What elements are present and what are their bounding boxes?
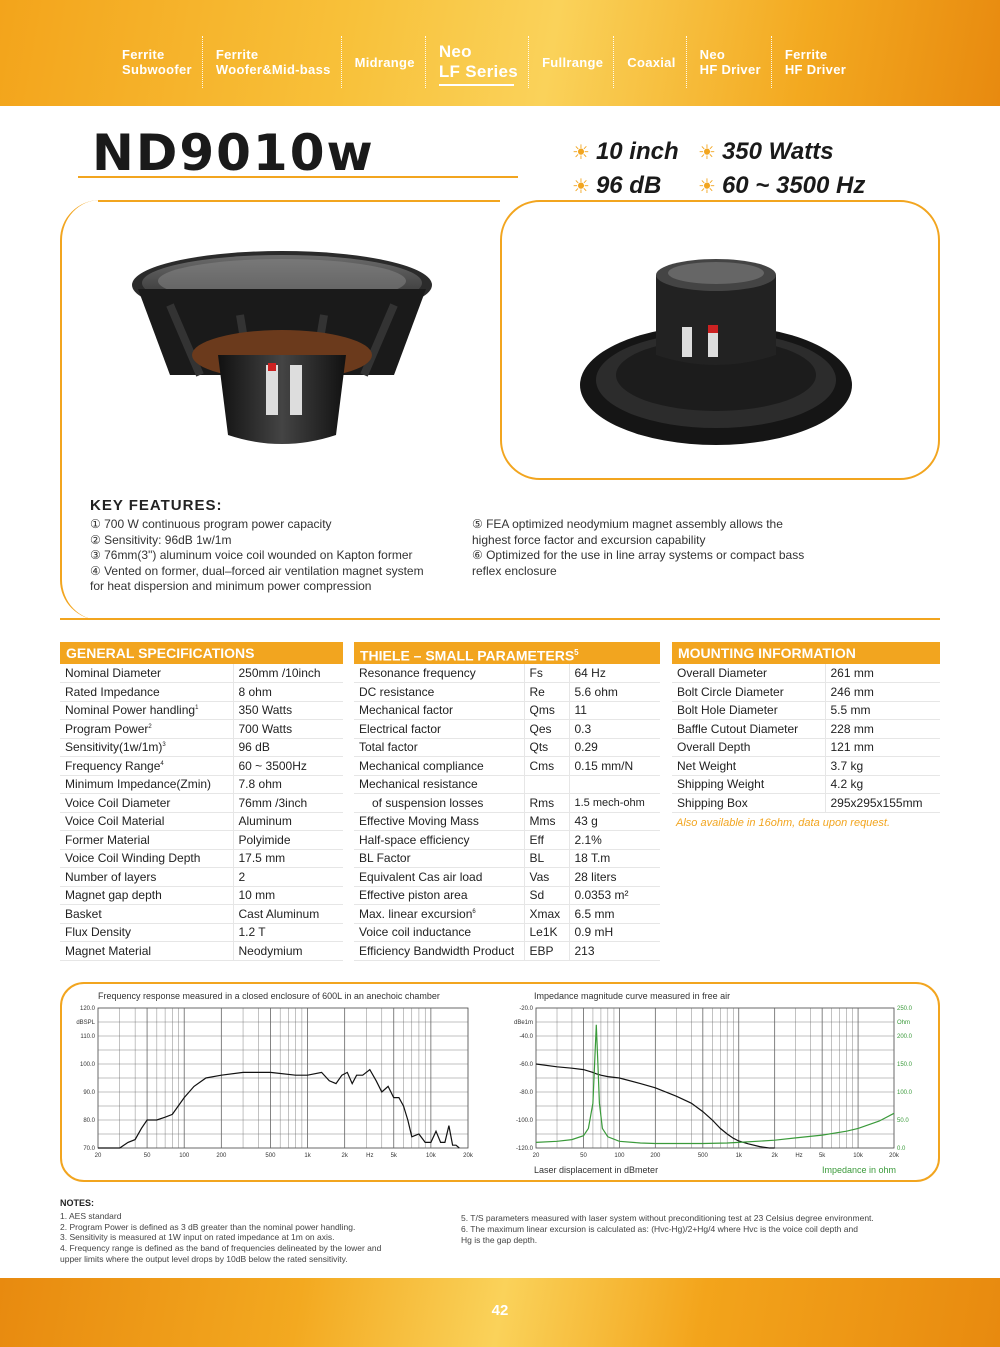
param-symbol: EBP: [524, 942, 569, 961]
mount-value: 295x295x155mm: [825, 794, 940, 813]
nav-item-1[interactable]: [202, 32, 341, 92]
x-tick-label: 100: [179, 1153, 190, 1159]
table-row: [354, 923, 660, 942]
table-row: [60, 720, 343, 739]
mounting-table: [672, 664, 940, 813]
table-row: [60, 757, 343, 776]
x-tick-label: 50: [580, 1153, 587, 1159]
x-tick-label: 200: [650, 1153, 661, 1159]
spec-value: 350 Watts: [233, 701, 343, 720]
y-tick-label: -120.0: [515, 1146, 533, 1152]
param-label: Efficiency Bandwidth Product: [354, 942, 524, 961]
list-item: ④ Vented on former, dual–forced air ventilation magnet system for heat dispersion and minimum power compression: [90, 563, 424, 594]
param-value: 5.6 ohm: [569, 683, 660, 702]
table-row: [60, 868, 343, 887]
impedance-title: Impedance magnitude curve measured in free air: [534, 991, 731, 1001]
y2-tick-label: 0.0: [897, 1146, 906, 1152]
x-tick-label: 500: [697, 1153, 708, 1159]
param-value: 0.0353 m²: [569, 886, 660, 905]
spec-label: Nominal Diameter: [60, 664, 233, 683]
list-item: 3. Sensitivity is measured at 1W input on rated impedance at 1m on axis.: [60, 1232, 335, 1243]
notes-title: NOTES:: [60, 1198, 95, 1208]
param-value: 213: [569, 942, 660, 961]
param-label: Total factor: [354, 738, 524, 757]
general-specs: [60, 642, 343, 961]
y-tick-label: -40.0: [519, 1034, 533, 1040]
y2-tick-label: 200.0: [897, 1034, 913, 1040]
table-row: [60, 942, 343, 961]
table-row: [354, 701, 660, 720]
param-symbol: Xmax: [524, 905, 569, 924]
spec-label: Magnet Material: [60, 942, 233, 961]
x-tick-label: 10k: [426, 1153, 436, 1159]
table-row: [354, 886, 660, 905]
spec-value: 10 mm: [233, 886, 343, 905]
key-features-title: KEY FEATURES:: [90, 497, 223, 514]
param-label: Mechanical compliance: [354, 757, 524, 776]
y-axis-label: dBSPL: [76, 1020, 95, 1026]
impedance-caption: Impedance in ohm: [822, 1165, 897, 1175]
nav-item-2[interactable]: [341, 32, 425, 92]
table-row: [60, 738, 343, 757]
features-left: [90, 517, 470, 595]
availability-note: Also available in 16ohm, data upon request.: [676, 816, 891, 829]
y2-tick-label: 50.0: [897, 1118, 909, 1124]
list-item: ③ 76mm(3") aluminum voice coil wounded on Kapton former: [90, 548, 413, 563]
spec-label: Frequency Range$^4$: [60, 757, 233, 776]
summary-power: ☀ 350 Watts: [698, 138, 834, 165]
spec-value: 1.2 T: [233, 923, 343, 942]
summary-sensitivity: ☀ 96 dB: [572, 172, 662, 199]
table-row: [672, 757, 940, 776]
nav-item-label: Neo HF Driver: [699, 47, 761, 77]
spec-label: Voice Coil Winding Depth: [60, 849, 233, 868]
spec-value: Cast Aluminum: [233, 905, 343, 924]
param-value: 2.1%: [569, 831, 660, 850]
table-row: [354, 720, 660, 739]
list-item: 6. The maximum linear excursion is calculated as: (Hvc-Hg)/2+Hg/4 where Hvc is the voice coil depth and Hg is the gap depth.: [461, 1223, 858, 1245]
x-tick-label: 1k: [735, 1153, 742, 1159]
table-row: [672, 720, 940, 739]
freq-response-title: Frequency response measured in a closed enclosure of 600L in an anechoic chamber: [98, 991, 440, 1001]
param-label: Mechanical factor: [354, 701, 524, 720]
param-label: DC resistance: [354, 683, 524, 702]
spec-value: 700 Watts: [233, 720, 343, 739]
param-label: Mechanical resistance: [354, 775, 524, 794]
table-row: [60, 886, 343, 905]
features-right: [472, 517, 872, 579]
table-row: [354, 849, 660, 868]
sun-icon: ☀: [572, 142, 590, 164]
param-label: Voice coil inductance: [354, 923, 524, 942]
param-symbol: BL: [524, 849, 569, 868]
x-tick-label: 10k: [853, 1153, 863, 1159]
param-symbol: Le1K: [524, 923, 569, 942]
x-tick-label: 5k: [818, 1153, 826, 1159]
thiele-params: [354, 642, 660, 961]
mount-label: Net Weight: [672, 757, 825, 776]
param-label: Effective piston area: [354, 886, 524, 905]
y-axis-label: dBe1m: [513, 1020, 533, 1026]
table-row: [60, 683, 343, 702]
general-specs-header: GENERAL SPECIFICATIONS: [60, 642, 343, 664]
table-row: [672, 701, 940, 720]
nav-item-7[interactable]: [771, 32, 856, 92]
param-label: Effective Moving Mass: [354, 812, 524, 831]
mounting-info: [672, 642, 940, 829]
table-row: [354, 868, 660, 887]
nav-item-label: Neo LF Series: [438, 42, 519, 81]
param-label: Equivalent Cas air load: [354, 868, 524, 887]
mount-value: 3.7 kg: [825, 757, 940, 776]
param-label: Half-space efficiency: [354, 831, 524, 850]
spec-value: Aluminum: [233, 812, 343, 831]
spec-label: Number of layers: [60, 868, 233, 887]
x-tick-label: Hz: [795, 1153, 803, 1159]
table-row: [354, 794, 660, 813]
spec-value: 2: [233, 868, 343, 887]
nav-item-6[interactable]: [686, 32, 771, 92]
table-row: [60, 923, 343, 942]
param-value: 18 T.m: [569, 849, 660, 868]
x-tick-label: 100: [614, 1153, 625, 1159]
table-row: [672, 775, 940, 794]
y-tick-label: 100.0: [79, 1062, 95, 1068]
table-row: [60, 905, 343, 924]
spec-value: 17.5 mm: [233, 849, 343, 868]
summary-size: ☀ 10 inch: [572, 138, 679, 165]
list-item: 5. T/S parameters measured with laser system without preconditioning test at 23 Celsius degree environment.: [461, 1213, 874, 1223]
mount-value: 246 mm: [825, 683, 940, 702]
spec-value: 7.8 ohm: [233, 775, 343, 794]
list-item: ② Sensitivity: 96dB 1w/1m: [90, 532, 232, 547]
list-item: ① 700 W continuous program power capacity: [90, 517, 332, 531]
spec-value: 76mm /3inch: [233, 794, 343, 813]
param-value: 6.5 mm: [569, 905, 660, 924]
list-item: 4. Frequency range is defined as the band of frequencies delineated by the lower and upper limits where the output level drops by 10dB below the rated sensitivity.: [60, 1243, 382, 1264]
nav-item-label: Ferrite Woofer&Mid-bass: [215, 47, 331, 77]
param-symbol: Rms: [524, 794, 569, 813]
param-label: of suspension losses: [354, 794, 524, 813]
x-tick-label: 20k: [463, 1153, 473, 1159]
mount-value: 121 mm: [825, 738, 940, 757]
table-row: [60, 849, 343, 868]
spec-label: Rated Impedance: [60, 683, 233, 702]
list-item: ⑥ Optimized for the use in line array systems or compact bass reflex enclosure: [472, 548, 805, 578]
spec-value: 60 ~ 3500Hz: [233, 757, 343, 776]
sun-icon: ☀: [698, 176, 716, 198]
spec-label: Flux Density: [60, 923, 233, 942]
spec-label: Nominal Power handling$^1$: [60, 701, 233, 720]
table-row: [60, 775, 343, 794]
mount-value: 4.2 kg: [825, 775, 940, 794]
x-tick-label: 50: [143, 1153, 151, 1159]
mount-label: Baffle Cutout Diameter: [672, 720, 825, 739]
param-symbol: Qms: [524, 701, 569, 720]
param-label: BL Factor: [354, 849, 524, 868]
mount-label: Shipping Box: [672, 794, 825, 813]
speaker-rear-photo: [576, 245, 856, 455]
notes-left: [60, 1198, 460, 1265]
param-value: 64 Hz: [569, 664, 660, 683]
y-tick-label: 90.0: [83, 1090, 95, 1096]
spec-label: $Sensitivity(1w/1m)^3$: [60, 738, 233, 757]
nav-item-label: Midrange: [354, 54, 415, 70]
param-value: 1.5 mech-ohm: [569, 794, 660, 813]
table-row: [60, 794, 343, 813]
param-symbol: Sd: [524, 886, 569, 905]
param-symbol: Eff: [524, 831, 569, 850]
spec-label: Voice Coil Diameter: [60, 794, 233, 813]
x-tick-label: 20: [94, 1153, 102, 1159]
table-row: [60, 701, 343, 720]
spec-label: Magnet gap depth: [60, 886, 233, 905]
nav-item-label: Ferrite Subwoofer: [122, 47, 192, 77]
frame-bottom-border: [60, 618, 940, 620]
param-label: Max. linear excursion$^6$: [354, 905, 524, 924]
table-row: [354, 683, 660, 702]
x-tick-label: 500: [265, 1153, 276, 1159]
x-tick-label: 200: [216, 1153, 227, 1159]
table-row: [672, 664, 940, 683]
x-tick-label: 1k: [304, 1153, 311, 1159]
y-tick-label: 70.0: [83, 1146, 95, 1152]
page-number: 42: [491, 1302, 509, 1319]
spec-value: 96 dB: [233, 738, 343, 757]
param-label: Resonance frequency: [354, 664, 524, 683]
table-row: [354, 757, 660, 776]
x-tick-label: 20k: [889, 1153, 899, 1159]
laser-caption: Laser displacement in dBmeter: [534, 1165, 659, 1175]
mount-label: Overall Diameter: [672, 664, 825, 683]
table-row: [60, 812, 343, 831]
spec-value: Neodymium: [233, 942, 343, 961]
table-row: [354, 831, 660, 850]
list-item: 1. AES standard: [60, 1210, 122, 1221]
nav-item-4[interactable]: [528, 32, 613, 92]
param-value: [569, 775, 660, 794]
param-label: Electrical factor: [354, 720, 524, 739]
model-title: ND9010w: [92, 124, 375, 182]
impedance-chart: [508, 1002, 920, 1167]
thiele-table: [354, 664, 660, 961]
table-row: [354, 812, 660, 831]
notes-right: [461, 1213, 951, 1245]
table-row: [672, 738, 940, 757]
param-symbol: [524, 775, 569, 794]
param-symbol: Fs: [524, 664, 569, 683]
y2-tick-label: 150.0: [897, 1062, 913, 1068]
sun-icon: ☀: [572, 176, 590, 198]
nav-item-0[interactable]: [108, 32, 202, 92]
list-item: ⑤ FEA optimized neodymium magnet assembly allows the highest force factor and excursion capability: [472, 517, 783, 547]
table-row: [354, 664, 660, 683]
param-symbol: Qts: [524, 738, 569, 757]
mount-label: Bolt Circle Diameter: [672, 683, 825, 702]
list-item: 2. Program Power is defined as 3 dB greater than the nominal power handling.: [60, 1221, 356, 1232]
mount-value: 5.5 mm: [825, 701, 940, 720]
nav-item-3[interactable]: [425, 32, 528, 92]
sun-icon: ☀: [698, 142, 716, 164]
spec-label: Basket: [60, 905, 233, 924]
y-tick-label: -60.0: [519, 1062, 533, 1068]
table-row: [354, 738, 660, 757]
y-tick-label: -80.0: [519, 1090, 533, 1096]
nav-item-label: Fullrange: [542, 54, 604, 70]
key-features: [90, 497, 910, 594]
param-value: 28 liters: [569, 868, 660, 887]
y2-axis-label: Ohm: [897, 1020, 911, 1026]
param-value: 0.29: [569, 738, 660, 757]
table-row: [354, 905, 660, 924]
param-value: 0.3: [569, 720, 660, 739]
mount-label: Shipping Weight: [672, 775, 825, 794]
y2-tick-label: 100.0: [897, 1090, 913, 1096]
mounting-header: MOUNTING INFORMATION: [672, 642, 940, 664]
table-row: [60, 664, 343, 683]
table-row: [60, 831, 343, 850]
param-symbol: Re: [524, 683, 569, 702]
x-tick-label: 2k: [341, 1153, 348, 1159]
spec-value: 250mm /10inch: [233, 664, 343, 683]
y-tick-label: -20.0: [519, 1006, 533, 1012]
series-nav: [108, 32, 856, 92]
speaker-side-photo: [130, 245, 440, 450]
nav-item-label: Ferrite HF Driver: [784, 47, 847, 77]
spec-label: Former Material: [60, 831, 233, 850]
param-value: 11: [569, 701, 660, 720]
param-symbol: Qes: [524, 720, 569, 739]
x-tick-label: 20: [532, 1153, 540, 1159]
x-tick-label: Hz: [366, 1153, 374, 1159]
summary-frequency: ☀ 60 ~ 3500 Hz: [698, 172, 866, 199]
nav-item-5[interactable]: [613, 32, 685, 92]
mount-label: Overall Depth: [672, 738, 825, 757]
x-tick-label: 2k: [771, 1153, 778, 1159]
series-line: [536, 1025, 894, 1144]
param-symbol: Vas: [524, 868, 569, 887]
mount-value: 261 mm: [825, 664, 940, 683]
table-row: [354, 775, 660, 794]
spec-value: Polyimide: [233, 831, 343, 850]
thiele-header: THIELE – SMALL PARAMETERS$^5$: [354, 642, 660, 664]
y-tick-label: -100.0: [515, 1118, 533, 1124]
y-tick-label: 110.0: [80, 1034, 95, 1040]
spec-value: 8 ohm: [233, 683, 343, 702]
spec-label: Minimum Impedance(Zmin): [60, 775, 233, 794]
param-symbol: Mms: [524, 812, 569, 831]
frequency-response-chart: [70, 1002, 480, 1167]
spec-label: Program Power$^2$: [60, 720, 233, 739]
table-row: [672, 683, 940, 702]
frame-top-border: [98, 200, 500, 202]
mount-value: 228 mm: [825, 720, 940, 739]
general-specs-table: [60, 664, 343, 961]
param-value: 43 g: [569, 812, 660, 831]
param-value: 0.9 mH: [569, 923, 660, 942]
param-value: 0.15 mm/N: [569, 757, 660, 776]
table-row: [672, 794, 940, 813]
nav-item-label: Coaxial: [627, 54, 676, 70]
spec-label: Voice Coil Material: [60, 812, 233, 831]
param-symbol: Cms: [524, 757, 569, 776]
active-underline: [439, 84, 514, 86]
x-tick-label: 5k: [390, 1153, 397, 1159]
y2-tick-label: 250.0: [897, 1006, 913, 1012]
title-rule: [78, 176, 518, 178]
y-tick-label: 120.0: [79, 1006, 95, 1012]
y-tick-label: 80.0: [83, 1118, 95, 1124]
series-line: [98, 1070, 459, 1148]
mount-label: Bolt Hole Diameter: [672, 701, 825, 720]
table-row: [354, 942, 660, 961]
